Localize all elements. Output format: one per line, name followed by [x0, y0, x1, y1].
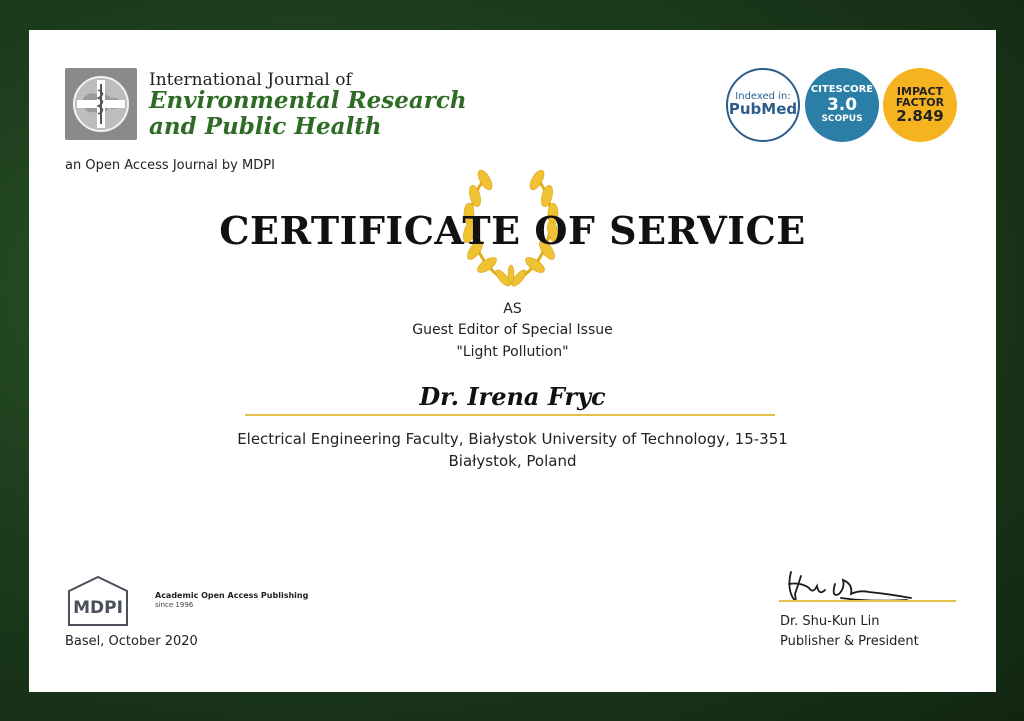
journal-prefix: International Journal of — [149, 70, 352, 90]
impact-badge-caption1: IMPACT — [896, 84, 944, 98]
pubmed-badge-label: PubMed — [728, 100, 798, 119]
signer-title: Publisher & President — [780, 634, 919, 649]
affiliation-line2: Białystok, Poland — [448, 452, 577, 470]
recipient-name: Dr. Irena Fryc — [419, 382, 606, 411]
role-text: Guest Editor of Special Issue — [412, 322, 613, 338]
citescore-badge-source: SCOPUS — [821, 114, 863, 125]
journal-logo-icon — [65, 68, 137, 140]
recipient-underline — [245, 414, 775, 416]
affiliation-line1: Electrical Engineering Faculty, Białystok University of Technology, 15-351 — [237, 430, 788, 448]
citescore-badge-value: 3.0 — [826, 94, 858, 115]
citescore-badge-caption: CITESCORE — [810, 84, 874, 96]
journal-title — [149, 88, 467, 140]
signature-underline — [779, 600, 956, 602]
impact-factor-badge — [883, 68, 957, 142]
signer-name: Dr. Shu-Kun Lin — [780, 614, 880, 629]
mdpi-logo-text: MDPI — [73, 598, 123, 618]
certificate-title: CERTIFICATE OF SERVICE — [219, 208, 806, 253]
journal-title-line1: Environmental Research — [149, 87, 467, 114]
pubmed-badge-caption: Indexed in: — [735, 90, 791, 102]
citescore-badge — [805, 68, 879, 142]
pubmed-badge — [726, 68, 800, 142]
journal-title-line2: and Public Health — [149, 113, 382, 140]
mdpi-tagline: Academic Open Access Publishing — [155, 591, 309, 600]
mdpi-logo-icon — [65, 575, 131, 629]
impact-badge-caption2: FACTOR — [895, 96, 945, 110]
mdpi-since: since 1996 — [155, 601, 194, 609]
special-issue-name: "Light Pollution" — [456, 344, 569, 360]
impact-badge-value: 2.849 — [896, 106, 944, 125]
certificate-paper — [29, 30, 996, 692]
journal-subtitle: an Open Access Journal by MDPI — [65, 158, 275, 173]
as-label: AS — [503, 301, 522, 317]
place-and-date: Basel, October 2020 — [65, 634, 198, 649]
